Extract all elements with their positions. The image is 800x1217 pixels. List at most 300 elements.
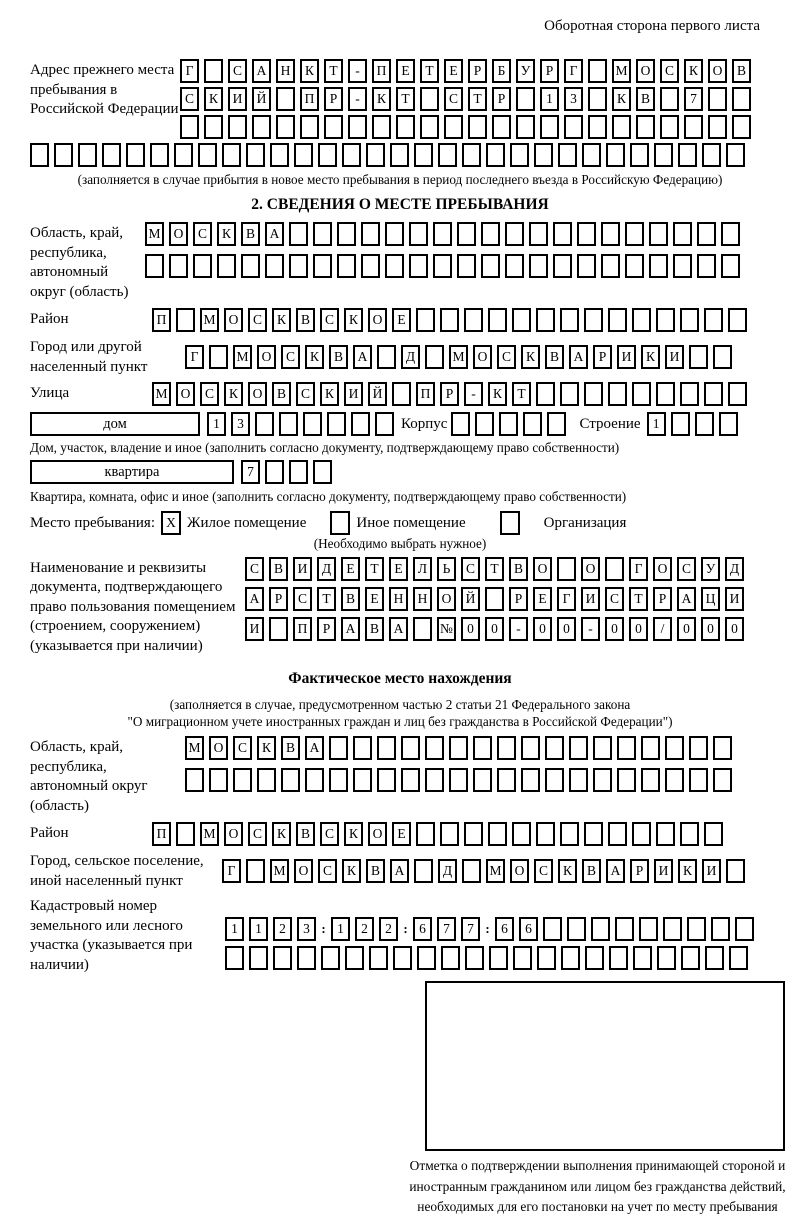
char-cell[interactable]: Н: [389, 587, 408, 611]
char-cell[interactable]: В: [636, 87, 655, 111]
char-cell[interactable]: [488, 822, 507, 846]
char-cell[interactable]: О: [224, 822, 243, 846]
char-cell[interactable]: О: [209, 736, 228, 760]
char-cell[interactable]: [713, 736, 732, 760]
char-cell[interactable]: [584, 308, 603, 332]
char-cell[interactable]: К: [257, 736, 276, 760]
char-cell[interactable]: У: [701, 557, 720, 581]
char-cell[interactable]: [54, 143, 73, 167]
char-cell[interactable]: [689, 736, 708, 760]
char-cell[interactable]: [438, 143, 457, 167]
char-cell[interactable]: [225, 946, 244, 970]
char-cell[interactable]: А: [245, 587, 264, 611]
char-cell[interactable]: [489, 946, 508, 970]
char-cell[interactable]: 0: [725, 617, 744, 641]
char-cell[interactable]: С: [248, 308, 267, 332]
char-cell[interactable]: [409, 222, 428, 246]
char-cell[interactable]: С: [318, 859, 337, 883]
char-cell[interactable]: [265, 460, 284, 484]
char-cell[interactable]: [353, 768, 372, 792]
char-cell[interactable]: [176, 822, 195, 846]
char-cell[interactable]: С: [233, 736, 252, 760]
char-row[interactable]: [152, 822, 728, 846]
char-cell[interactable]: Т: [324, 59, 343, 83]
char-cell[interactable]: [198, 143, 217, 167]
char-cell[interactable]: [569, 736, 588, 760]
char-cell[interactable]: [713, 345, 732, 369]
char-cell[interactable]: 0: [461, 617, 480, 641]
char-cell[interactable]: Н: [276, 59, 295, 83]
char-cell[interactable]: [145, 254, 164, 278]
char-cell[interactable]: В: [296, 308, 315, 332]
char-cell[interactable]: К: [344, 308, 363, 332]
char-cell[interactable]: [366, 143, 385, 167]
char-cell[interactable]: О: [176, 382, 195, 406]
char-cell[interactable]: [329, 768, 348, 792]
char-cell[interactable]: Е: [444, 59, 463, 83]
char-cell[interactable]: [657, 946, 676, 970]
char-cell[interactable]: [257, 768, 276, 792]
char-cell[interactable]: [560, 382, 579, 406]
char-cell[interactable]: Р: [317, 617, 336, 641]
char-cell[interactable]: [689, 768, 708, 792]
char-cell[interactable]: [537, 946, 556, 970]
char-cell[interactable]: [425, 768, 444, 792]
char-cell[interactable]: Г: [629, 557, 648, 581]
char-cell[interactable]: [605, 557, 624, 581]
char-cell[interactable]: О: [708, 59, 727, 83]
char-row[interactable]: [225, 917, 759, 941]
char-cell[interactable]: [577, 222, 596, 246]
char-cell[interactable]: [30, 143, 49, 167]
char-cell[interactable]: [732, 115, 751, 139]
char-cell[interactable]: [564, 115, 583, 139]
char-cell[interactable]: Ц: [701, 587, 720, 611]
char-cell[interactable]: Л: [413, 557, 432, 581]
char-cell[interactable]: Й: [368, 382, 387, 406]
char-cell[interactable]: [449, 736, 468, 760]
char-cell[interactable]: [441, 946, 460, 970]
char-cell[interactable]: [510, 143, 529, 167]
char-cell[interactable]: [721, 254, 740, 278]
char-cell[interactable]: [457, 222, 476, 246]
char-cell[interactable]: Н: [413, 587, 432, 611]
char-cell[interactable]: [705, 946, 724, 970]
char-cell[interactable]: Р: [468, 59, 487, 83]
char-cell[interactable]: [297, 946, 316, 970]
char-cell[interactable]: С: [605, 587, 624, 611]
char-cell[interactable]: [204, 115, 223, 139]
char-cell[interactable]: [641, 768, 660, 792]
char-cell[interactable]: [361, 222, 380, 246]
char-cell[interactable]: [601, 222, 620, 246]
char-cell[interactable]: [567, 917, 586, 941]
char-cell[interactable]: [560, 308, 579, 332]
char-cell[interactable]: [276, 115, 295, 139]
char-cell[interactable]: К: [678, 859, 697, 883]
char-cell[interactable]: Т: [365, 557, 384, 581]
char-cell[interactable]: А: [390, 859, 409, 883]
char-cell[interactable]: К: [224, 382, 243, 406]
char-cell[interactable]: [401, 768, 420, 792]
char-cell[interactable]: [702, 143, 721, 167]
char-cell[interactable]: 1: [331, 917, 350, 941]
char-cell[interactable]: [497, 736, 516, 760]
char-cell[interactable]: М: [200, 308, 219, 332]
char-cell[interactable]: К: [612, 87, 631, 111]
char-cell[interactable]: Р: [509, 587, 528, 611]
char-cell[interactable]: [385, 254, 404, 278]
char-cell[interactable]: С: [200, 382, 219, 406]
char-cell[interactable]: В: [329, 345, 348, 369]
char-cell[interactable]: [695, 412, 714, 436]
char-cell[interactable]: Р: [653, 587, 672, 611]
char-cell[interactable]: [689, 345, 708, 369]
char-cell[interactable]: [553, 222, 572, 246]
char-cell[interactable]: [270, 143, 289, 167]
char-cell[interactable]: В: [269, 557, 288, 581]
char-cell[interactable]: [348, 115, 367, 139]
char-cell[interactable]: 7: [437, 917, 456, 941]
char-cell[interactable]: [420, 115, 439, 139]
char-cell[interactable]: [660, 115, 679, 139]
char-cell[interactable]: Ь: [437, 557, 456, 581]
char-cell[interactable]: [457, 254, 476, 278]
char-cell[interactable]: С: [660, 59, 679, 83]
char-cell[interactable]: [193, 254, 212, 278]
char-cell[interactable]: О: [257, 345, 276, 369]
char-cell[interactable]: [300, 115, 319, 139]
char-cell[interactable]: [588, 59, 607, 83]
char-cell[interactable]: [420, 87, 439, 111]
char-cell[interactable]: [704, 822, 723, 846]
char-cell[interactable]: [414, 143, 433, 167]
char-cell[interactable]: С: [677, 557, 696, 581]
char-cell[interactable]: О: [368, 308, 387, 332]
char-cell[interactable]: О: [368, 822, 387, 846]
char-cell[interactable]: [630, 143, 649, 167]
char-cell[interactable]: К: [372, 87, 391, 111]
char-cell[interactable]: [473, 768, 492, 792]
char-row[interactable]: [30, 143, 770, 167]
char-cell[interactable]: М: [145, 222, 164, 246]
char-cell[interactable]: М: [270, 859, 289, 883]
char-cell[interactable]: И: [665, 345, 684, 369]
char-cell[interactable]: [279, 412, 298, 436]
char-cell[interactable]: -: [509, 617, 528, 641]
char-cell[interactable]: С: [497, 345, 516, 369]
char-cell[interactable]: К: [521, 345, 540, 369]
char-cell[interactable]: [617, 736, 636, 760]
char-cell[interactable]: [433, 254, 452, 278]
char-cell[interactable]: [547, 412, 566, 436]
char-cell[interactable]: К: [488, 382, 507, 406]
char-cell[interactable]: [656, 382, 675, 406]
char-cell[interactable]: К: [272, 308, 291, 332]
char-cell[interactable]: [337, 222, 356, 246]
char-cell[interactable]: [294, 143, 313, 167]
char-cell[interactable]: И: [702, 859, 721, 883]
char-cell[interactable]: [78, 143, 97, 167]
char-cell[interactable]: [681, 946, 700, 970]
char-cell[interactable]: [444, 115, 463, 139]
char-cell[interactable]: 0: [533, 617, 552, 641]
char-cell[interactable]: 3: [564, 87, 583, 111]
char-cell[interactable]: [516, 115, 535, 139]
char-cell[interactable]: №: [437, 617, 456, 641]
char-cell[interactable]: В: [365, 617, 384, 641]
char-cell[interactable]: [209, 345, 228, 369]
char-cell[interactable]: [632, 382, 651, 406]
char-cell[interactable]: П: [152, 822, 171, 846]
char-cell[interactable]: [252, 115, 271, 139]
char-cell[interactable]: [521, 736, 540, 760]
char-cell[interactable]: Г: [222, 859, 241, 883]
char-cell[interactable]: [433, 222, 452, 246]
char-cell[interactable]: [499, 412, 518, 436]
char-cell[interactable]: К: [684, 59, 703, 83]
char-cell[interactable]: Р: [630, 859, 649, 883]
char-cell[interactable]: 6: [519, 917, 538, 941]
char-cell[interactable]: О: [437, 587, 456, 611]
char-cell[interactable]: [462, 143, 481, 167]
char-cell[interactable]: [324, 115, 343, 139]
char-cell[interactable]: [593, 768, 612, 792]
char-cell[interactable]: [505, 254, 524, 278]
char-cell[interactable]: Е: [341, 557, 360, 581]
char-cell[interactable]: М: [449, 345, 468, 369]
char-cell[interactable]: [276, 87, 295, 111]
char-cell[interactable]: [465, 946, 484, 970]
char-cell[interactable]: [632, 822, 651, 846]
char-cell[interactable]: [303, 412, 322, 436]
char-cell[interactable]: [222, 143, 241, 167]
char-cell[interactable]: [440, 308, 459, 332]
char-cell[interactable]: [269, 617, 288, 641]
char-cell[interactable]: 1: [249, 917, 268, 941]
char-cell[interactable]: Е: [392, 822, 411, 846]
char-cell[interactable]: [485, 587, 504, 611]
char-row[interactable]: [145, 222, 745, 246]
char-cell[interactable]: [721, 222, 740, 246]
char-cell[interactable]: [313, 460, 332, 484]
char-cell[interactable]: [719, 412, 738, 436]
char-cell[interactable]: [557, 557, 576, 581]
char-cell[interactable]: [481, 222, 500, 246]
char-cell[interactable]: О: [636, 59, 655, 83]
char-row[interactable]: [451, 412, 571, 436]
char-cell[interactable]: [728, 308, 747, 332]
char-cell[interactable]: В: [296, 822, 315, 846]
char-row[interactable]: [180, 59, 756, 83]
char-cell[interactable]: В: [281, 736, 300, 760]
char-cell[interactable]: [609, 946, 628, 970]
char-cell[interactable]: А: [389, 617, 408, 641]
char-cell[interactable]: [185, 768, 204, 792]
char-cell[interactable]: [273, 946, 292, 970]
char-cell[interactable]: [656, 822, 675, 846]
char-cell[interactable]: [654, 143, 673, 167]
char-cell[interactable]: 0: [485, 617, 504, 641]
char-cell[interactable]: 7: [241, 460, 260, 484]
char-cell[interactable]: [372, 115, 391, 139]
char-cell[interactable]: 6: [495, 917, 514, 941]
char-cell[interactable]: [584, 382, 603, 406]
char-cell[interactable]: К: [344, 822, 363, 846]
char-cell[interactable]: О: [248, 382, 267, 406]
char-cell[interactable]: [588, 87, 607, 111]
char-cell[interactable]: [615, 917, 634, 941]
char-cell[interactable]: С: [193, 222, 212, 246]
char-cell[interactable]: [561, 946, 580, 970]
char-cell[interactable]: [327, 412, 346, 436]
char-cell[interactable]: [289, 222, 308, 246]
char-row[interactable]: [207, 412, 399, 436]
char-cell[interactable]: И: [581, 587, 600, 611]
char-cell[interactable]: А: [569, 345, 588, 369]
char-cell[interactable]: 0: [701, 617, 720, 641]
char-cell[interactable]: [529, 254, 548, 278]
char-cell[interactable]: К: [217, 222, 236, 246]
char-cell[interactable]: [678, 143, 697, 167]
char-cell[interactable]: [540, 115, 559, 139]
char-cell[interactable]: В: [272, 382, 291, 406]
char-cell[interactable]: [680, 382, 699, 406]
char-cell[interactable]: У: [516, 59, 535, 83]
char-cell[interactable]: [606, 143, 625, 167]
char-cell[interactable]: [713, 768, 732, 792]
char-row[interactable]: [225, 946, 759, 970]
char-cell[interactable]: [150, 143, 169, 167]
char-cell[interactable]: С: [534, 859, 553, 883]
char-cell[interactable]: К: [320, 382, 339, 406]
char-cell[interactable]: 1: [207, 412, 226, 436]
char-cell[interactable]: [729, 946, 748, 970]
char-cell[interactable]: С: [461, 557, 480, 581]
char-cell[interactable]: П: [416, 382, 435, 406]
char-cell[interactable]: [488, 308, 507, 332]
char-cell[interactable]: С: [180, 87, 199, 111]
char-cell[interactable]: [305, 768, 324, 792]
char-cell[interactable]: [318, 143, 337, 167]
char-cell[interactable]: [680, 308, 699, 332]
char-cell[interactable]: 6: [413, 917, 432, 941]
char-cell[interactable]: [353, 736, 372, 760]
char-cell[interactable]: [633, 946, 652, 970]
char-cell[interactable]: П: [152, 308, 171, 332]
char-cell[interactable]: [416, 822, 435, 846]
char-cell[interactable]: О: [533, 557, 552, 581]
char-cell[interactable]: [687, 917, 706, 941]
char-row[interactable]: [245, 557, 749, 581]
char-cell[interactable]: [711, 917, 730, 941]
char-cell[interactable]: Й: [252, 87, 271, 111]
char-cell[interactable]: Б: [492, 59, 511, 83]
char-cell[interactable]: [462, 859, 481, 883]
char-row[interactable]: [185, 768, 737, 792]
char-cell[interactable]: -: [348, 87, 367, 111]
char-cell[interactable]: [612, 115, 631, 139]
char-cell[interactable]: А: [677, 587, 696, 611]
char-cell[interactable]: [393, 946, 412, 970]
char-cell[interactable]: Г: [557, 587, 576, 611]
char-cell[interactable]: [665, 768, 684, 792]
char-cell[interactable]: [180, 115, 199, 139]
char-cell[interactable]: [560, 822, 579, 846]
char-row[interactable]: [145, 254, 745, 278]
char-cell[interactable]: Д: [401, 345, 420, 369]
char-cell[interactable]: В: [732, 59, 751, 83]
char-cell[interactable]: Р: [540, 59, 559, 83]
char-cell[interactable]: [697, 222, 716, 246]
char-cell[interactable]: [582, 143, 601, 167]
char-cell[interactable]: [505, 222, 524, 246]
char-cell[interactable]: Т: [629, 587, 648, 611]
char-cell[interactable]: [473, 736, 492, 760]
char-row[interactable]: [245, 587, 749, 611]
char-cell[interactable]: [625, 222, 644, 246]
char-cell[interactable]: П: [372, 59, 391, 83]
char-cell[interactable]: [649, 222, 668, 246]
checkbox-other-premises[interactable]: [330, 511, 350, 535]
char-cell[interactable]: [265, 254, 284, 278]
char-cell[interactable]: [641, 736, 660, 760]
char-cell[interactable]: [329, 736, 348, 760]
char-cell[interactable]: [390, 143, 409, 167]
char-cell[interactable]: [543, 917, 562, 941]
char-cell[interactable]: Р: [269, 587, 288, 611]
char-cell[interactable]: [684, 115, 703, 139]
char-cell[interactable]: [377, 768, 396, 792]
char-cell[interactable]: К: [305, 345, 324, 369]
char-cell[interactable]: [313, 222, 332, 246]
char-cell[interactable]: -: [348, 59, 367, 83]
char-cell[interactable]: Т: [512, 382, 531, 406]
char-row[interactable]: [245, 617, 749, 641]
char-cell[interactable]: Т: [396, 87, 415, 111]
char-cell[interactable]: [486, 143, 505, 167]
char-cell[interactable]: [663, 917, 682, 941]
char-cell[interactable]: [545, 736, 564, 760]
char-cell[interactable]: [481, 254, 500, 278]
char-cell[interactable]: [497, 768, 516, 792]
char-cell[interactable]: Е: [396, 59, 415, 83]
char-cell[interactable]: М: [612, 59, 631, 83]
char-cell[interactable]: [617, 768, 636, 792]
char-cell[interactable]: А: [252, 59, 271, 83]
char-cell[interactable]: С: [245, 557, 264, 581]
char-cell[interactable]: [665, 736, 684, 760]
char-cell[interactable]: [255, 412, 274, 436]
char-cell[interactable]: [671, 412, 690, 436]
char-cell[interactable]: [176, 308, 195, 332]
char-cell[interactable]: М: [486, 859, 505, 883]
char-cell[interactable]: В: [366, 859, 385, 883]
char-cell[interactable]: С: [296, 382, 315, 406]
char-cell[interactable]: М: [200, 822, 219, 846]
char-cell[interactable]: Т: [317, 587, 336, 611]
char-cell[interactable]: [636, 115, 655, 139]
char-cell[interactable]: [529, 222, 548, 246]
char-cell[interactable]: [313, 254, 332, 278]
char-cell[interactable]: [228, 115, 247, 139]
char-cell[interactable]: О: [653, 557, 672, 581]
char-cell[interactable]: [585, 946, 604, 970]
char-cell[interactable]: [337, 254, 356, 278]
char-row[interactable]: [180, 87, 756, 111]
char-cell[interactable]: [649, 254, 668, 278]
char-cell[interactable]: Г: [564, 59, 583, 83]
